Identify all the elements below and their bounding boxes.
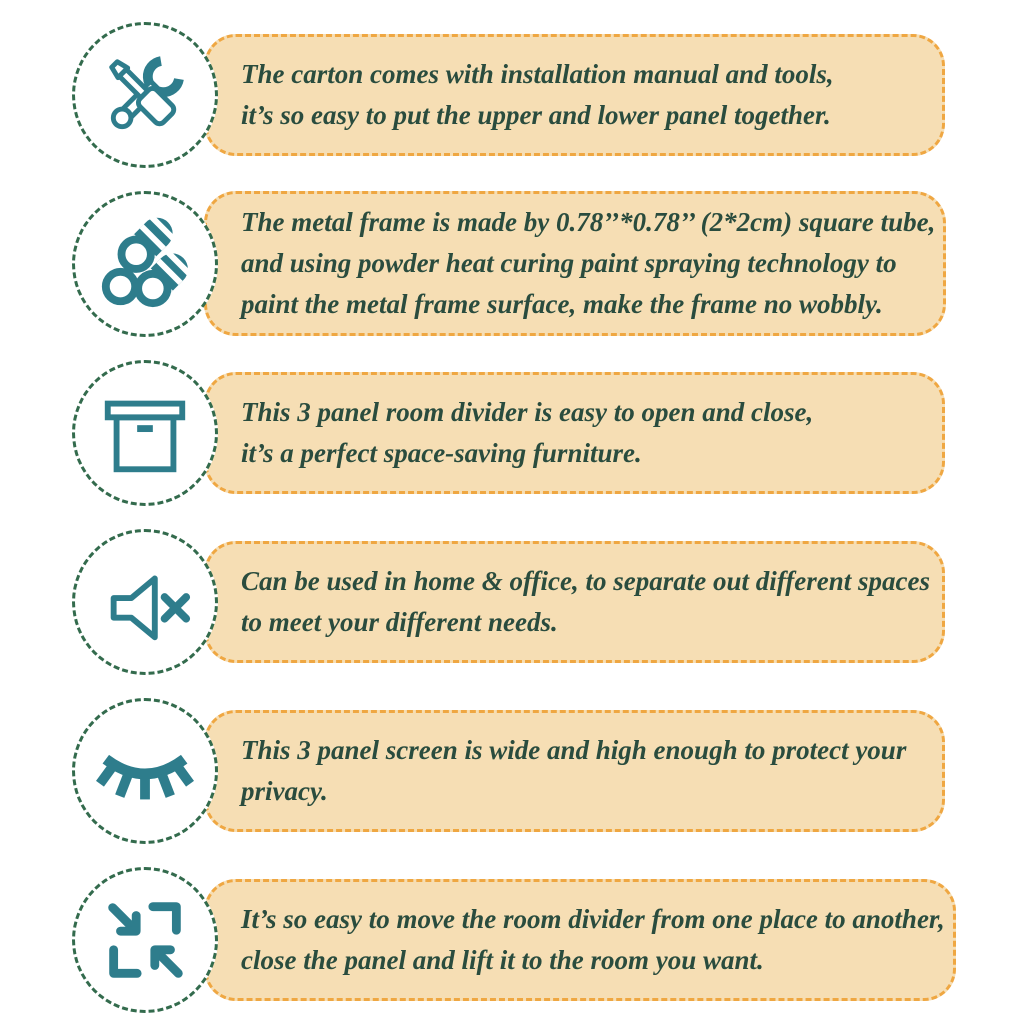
feature-bubble	[204, 372, 945, 494]
tools-icon	[96, 46, 194, 144]
closed-eye-icon	[96, 722, 194, 820]
feature-row	[0, 10, 1024, 179]
feature-text-line: and using powder heat curing paint spraying technology to	[241, 248, 897, 278]
feature-icon-circle	[72, 867, 218, 1013]
feature-row	[0, 179, 1024, 348]
feature-text-line: it’s so easy to put the upper and lower panel together.	[241, 99, 831, 130]
feature-text-line: Can be used in home & office, to separate out different spaces	[241, 565, 930, 596]
feature-text-line: privacy.	[241, 775, 328, 806]
square-tubes-icon	[96, 215, 194, 313]
mute-speaker-icon	[96, 553, 194, 651]
feature-text-line: The carton comes with installation manual and tools,	[241, 58, 834, 89]
feature-icon-circle	[72, 22, 218, 168]
feature-icon-circle	[72, 529, 218, 675]
feature-text-line: to meet your different needs.	[241, 606, 558, 637]
feature-bubble	[204, 34, 945, 156]
feature-text-line: it’s a perfect space-saving furniture.	[241, 437, 642, 468]
feature-text-line: This 3 panel room divider is easy to open and close,	[241, 396, 814, 427]
storage-box-icon	[96, 384, 194, 482]
feature-bubble	[204, 710, 945, 832]
feature-row	[0, 517, 1024, 686]
feature-text-line: This 3 panel screen is wide and high enough to protect your	[241, 734, 907, 765]
feature-bubble	[204, 879, 956, 1001]
feature-icon-circle	[72, 698, 218, 844]
feature-text-line: paint the metal frame surface, make the frame no wobbly.	[241, 289, 883, 319]
feature-row	[0, 348, 1024, 517]
feature-icon-circle	[72, 360, 218, 506]
feature-row	[0, 686, 1024, 855]
feature-icon-circle	[72, 191, 218, 337]
move-arrows-icon	[96, 891, 194, 989]
feature-row	[0, 855, 1024, 1024]
feature-bubble	[204, 191, 946, 336]
feature-bubble	[204, 541, 945, 663]
feature-text-line: The metal frame is made by 0.78’’*0.78’’ (2*2cm) square tube,	[241, 207, 936, 237]
feature-text-line: It’s so easy to move the room divider from one place to another,	[241, 903, 945, 934]
feature-text-line: close the panel and lift it to the room you want.	[241, 944, 764, 975]
